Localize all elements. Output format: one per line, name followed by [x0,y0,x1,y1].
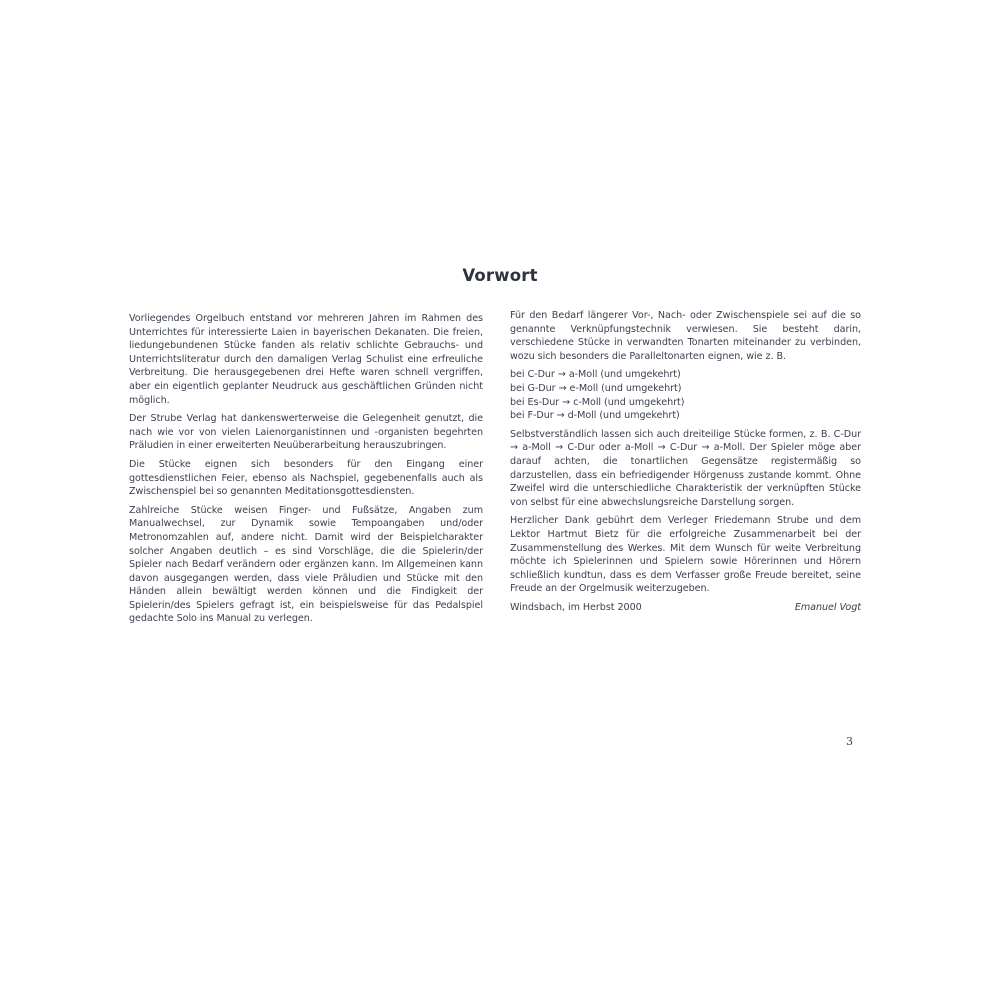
left-column [129,312,483,631]
paragraph-intro: Vorliegendes Orgelbuch entstand vor mehreren Jahren im Rahmen des Unterrichtes für interessierte Laien in bayerischen Dekanaten. Die freien, liedungebundenen Stücke fanden als relativ schlichte Gebrauchs- und Unterrichtsliteratur durch den damaligen Verlag Schulist eine erfreuliche Verbreitung. Die herausgegebenen drei Hefte waren schnell vergriffen, aber ein eigentlich geplanter Neudruck aus geschäftlichen Gründen nicht möglich. [129,313,483,406]
paragraph-fingering: Zahlreiche Stücke weisen Finger- und Fußsätze, Angaben zum Manualwechsel, zur Dynamik sowie Tempoangaben und/oder Metronomzahlen auf, andere nicht. Damit wird der Beispielcharakter solcher Angaben deutlich – es sind Vorschläge, die die Spielerin/der Spieler nach Bedarf verändern oder ergänzen kann. Im Allgemeinen kann davon ausgegangen werden, dass viele Präludien und Stücke mit den Händen allein bewältigt werden können und die Findigkeit der Spielerin/des Spielers gefragt ist, ein beispielsweise für das Pedalspiel gedachte Solo ins Manual zu verlegen. [129,504,483,625]
list-item: bei C-Dur → a-Moll (und umgekehrt) [510,369,681,381]
page-title: Vorwort [462,266,538,285]
right-column [510,309,861,614]
author-name: Emanuel Vogt [794,601,861,613]
paragraph-threepart: Selbstverständlich lassen sich auch dreiteilige Stücke formen, z. B. C-Dur → a-Moll → C-Dur oder a-Moll → C-Dur → a-Moll. Der Spieler möge aber darauf achten, die tonartlichen Gegensätze registermäßig so darzustellen, dass ein befriedigender Hörgenuss zustande kommt. Ohne Zweifel wird die unterschiedliche Charakteristik der verknüpften Stücke von selbst für eine abwechslungsreiche Darstellung sorgen. [510,428,861,508]
page-number: 3 [846,735,853,748]
paragraph-publisher: Der Strube Verlag hat dankenswerterweise die Gelegenheit genutzt, die nach wie vor von vielen Laienorganistinnen und -organisten begehrten Präludien in einer erweiterten Neuüberarbeitung herauszubringen. [129,413,483,452]
place-date: Windsbach, im Herbst 2000 [510,601,642,613]
paragraph-thanks: Herzlicher Dank gebührt dem Verleger Friedemann Strube und dem Lektor Hartmut Bietz für die erfolgreiche Zusammenarbeit bei der Zusammenstellung des Werkes. Mit dem Wunsch für weite Verbreitung möchte ich Spielerinnen und Spielern sowie Hörerinnen und Hörern schließlich kundtun, dass es dem Verfasser große Freude bereitet, seine Freude an der Orgelmusik weiterzugeben. [510,515,861,595]
key-pair-list [510,368,861,422]
list-item: bei Es-Dur → c-Moll (und umgekehrt) [510,396,685,408]
paragraph-linking: Für den Bedarf längerer Vor-, Nach- oder Zwischenspiele sei auf die so genannte Verknüpfungstechnik verwiesen. Sie besteht darin, verschiedene Stücke in verwandten Tonarten miteinander zu verbinden, wozu sich besonders die Paralleltonarten eignen, wie z. B. [510,310,861,362]
list-item: bei F-Dur → d-Moll (und umgekehrt) [510,410,680,422]
signature-line [510,601,861,615]
list-item: bei G-Dur → e-Moll (und umgekehrt) [510,382,682,394]
paragraph-usage: Die Stücke eignen sich besonders für den Eingang einer gottesdienstlichen Feier, ebenso als Nachspiel, gegebenenfalls auch als Zwischenspiel bei so genannten Meditationsgottesdiensten. [129,458,483,498]
